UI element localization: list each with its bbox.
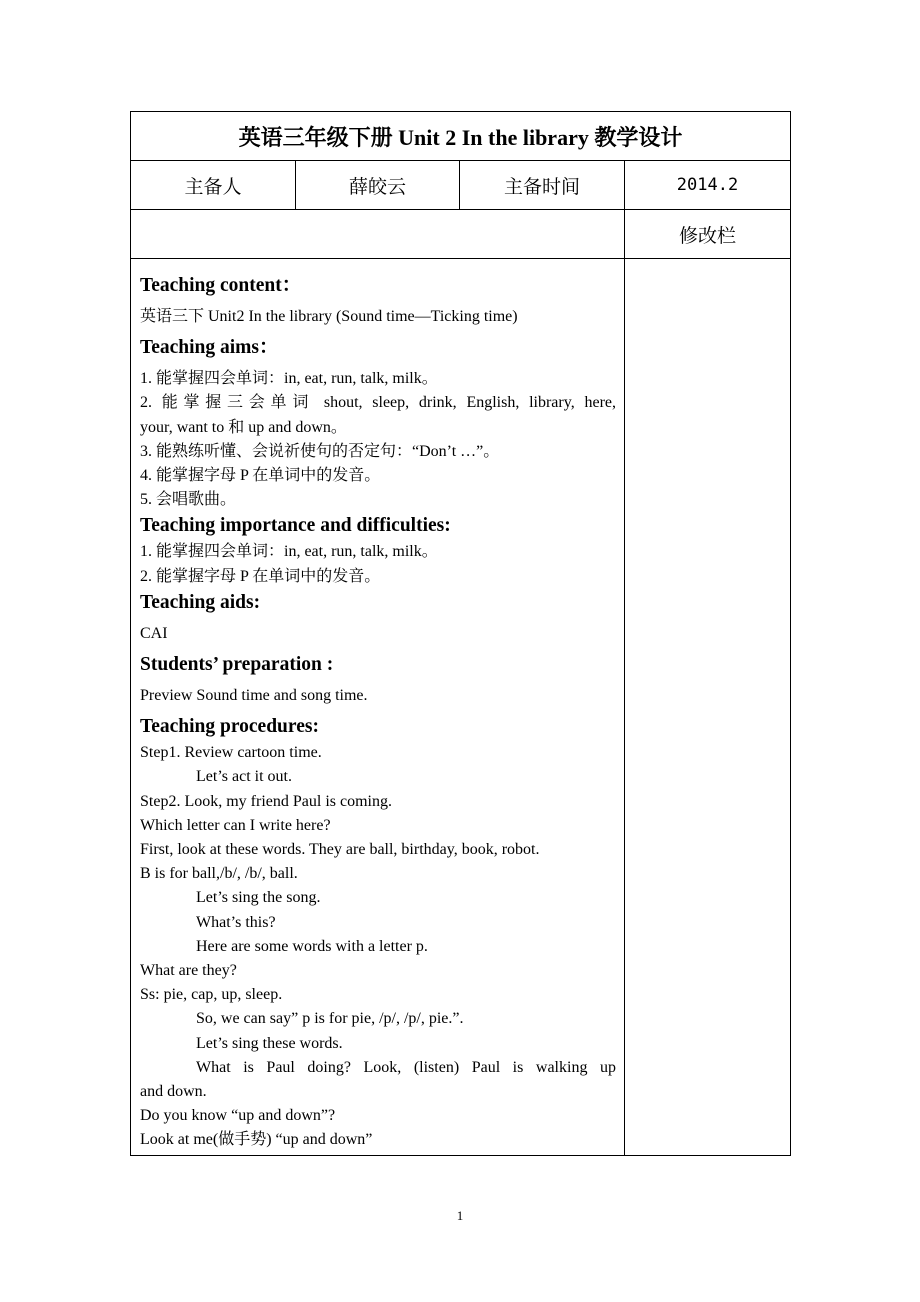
teaching-importance-heading: Teaching importance and difficulties:	[140, 515, 451, 537]
procedure-line: Which letter can I write here?	[140, 816, 331, 834]
teaching-importance-list	[140, 540, 616, 588]
students-preparation-heading: Students’ preparation :	[140, 654, 334, 676]
procedure-line: and down.	[140, 1083, 207, 1101]
content-row	[131, 259, 791, 1156]
teaching-aims-list	[140, 367, 616, 512]
title-row	[131, 112, 791, 161]
procedure-line: Do you know “up and down”?	[140, 1107, 336, 1125]
procedure-line: Step2. Look, my friend Paul is coming.	[140, 792, 392, 810]
procedure-line: B is for ball,/b/, /b/, ball.	[140, 865, 298, 883]
students-preparation-text: Preview Sound time and song time.	[140, 687, 368, 705]
importance-item: 1. 能掌握四会单词：in, eat, run, talk, milk。	[140, 543, 438, 561]
aim-item: 1. 能掌握四会单词：in, eat, run, talk, milk。	[140, 370, 438, 388]
info-row	[131, 161, 791, 210]
preparer-label: 主备人	[131, 161, 296, 210]
procedure-line: Let’s sing the song.	[196, 889, 321, 907]
revision-header-row	[131, 210, 791, 259]
procedure-line: First, look at these words. They are ball, birthday, book, robot.	[140, 841, 540, 859]
procedure-line: What’s this?	[196, 913, 276, 931]
procedure-line: Ss: pie, cap, up, sleep.	[140, 986, 283, 1004]
teaching-aids-text: CAI	[140, 624, 168, 642]
aim-item: 3. 能熟练听懂、会说祈使句的否定句：“Don’t …”。	[140, 442, 500, 460]
teaching-aims-heading: Teaching aims：	[140, 337, 279, 359]
aim-item: 2. 能掌握三会单词 shout, sleep, drink, English, library, here,	[140, 394, 616, 412]
procedure-line: Let’s act it out.	[196, 768, 292, 786]
revision-column-cell	[625, 259, 791, 1156]
aim-item: 4. 能掌握字母 P 在单词中的发音。	[140, 467, 381, 485]
teaching-procedures-heading: Teaching procedures:	[140, 716, 319, 738]
preparer-name: 薛皎云	[296, 161, 460, 210]
main-content-cell	[131, 259, 625, 1156]
procedure-line: Let’s sing these words.	[196, 1034, 343, 1052]
prep-time-value: 2014.2	[625, 161, 791, 210]
aim-item: 5. 会唱歌曲。	[140, 491, 237, 509]
procedure-line: Step1. Review cartoon time.	[140, 744, 322, 762]
aim-item: your, want to 和 up and down。	[140, 418, 347, 436]
blank-cell	[131, 210, 625, 259]
teaching-procedures-list	[140, 741, 616, 1152]
teaching-content-text: 英语三下 Unit2 In the library (Sound time—Ticking time)	[140, 308, 518, 325]
procedure-line: So, we can say” p is for pie, /p/, /p/, pie.”.	[196, 1010, 464, 1028]
document-title: 英语三年级下册 Unit 2 In the library 教学设计	[131, 112, 791, 161]
page-number: 1	[456, 1208, 464, 1223]
revision-column-header: 修改栏	[625, 210, 791, 259]
lesson-plan-table	[130, 111, 791, 1156]
procedure-line: Here are some words with a letter p.	[196, 937, 428, 955]
procedure-line: Look at me(做手势) “up and down”	[140, 1131, 373, 1149]
importance-item: 2. 能掌握字母 P 在单词中的发音。	[140, 567, 381, 585]
teaching-content-heading: Teaching content：	[140, 275, 302, 296]
procedure-line: What are they?	[140, 962, 237, 980]
prep-time-label: 主备时间	[460, 161, 625, 210]
procedure-line: What is Paul doing? Look, (listen) Paul is walking up	[196, 1058, 616, 1076]
teaching-aids-heading: Teaching aids:	[140, 591, 261, 613]
